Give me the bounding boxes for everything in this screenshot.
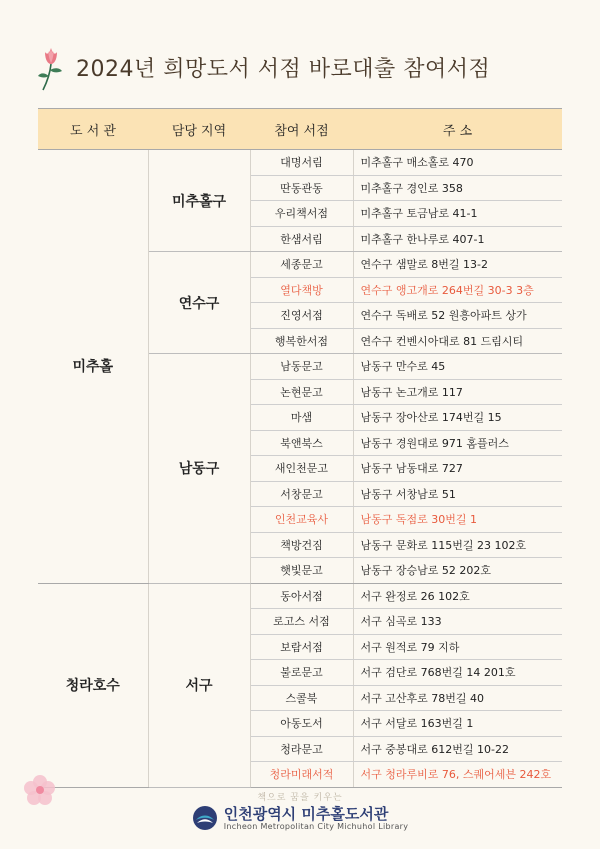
store-address: 미추홀구 경인로 358 — [353, 175, 562, 201]
store-name: 스콜북 — [250, 685, 353, 711]
library-cell: 청라호수 — [38, 583, 148, 787]
header-address: 주 소 — [353, 109, 562, 150]
page-title: 2024년 희망도서 서점 바로대출 참여서점 — [76, 56, 491, 82]
store-name: 로고스 서점 — [250, 609, 353, 635]
store-address: 남동구 만수로 45 — [353, 354, 562, 380]
library-logo-icon — [192, 805, 218, 831]
store-address: 남동구 장승남로 52 202호 — [353, 558, 562, 584]
store-name: 북앤북스 — [250, 430, 353, 456]
store-name: 청라미래서적 — [250, 762, 353, 788]
store-name: 마샘 — [250, 405, 353, 431]
area-cell: 남동구 — [148, 354, 250, 584]
store-name: 새인천문고 — [250, 456, 353, 482]
table-body — [38, 150, 562, 788]
store-address: 미추홀구 한나루로 407-1 — [353, 226, 562, 252]
title-area — [36, 42, 490, 92]
store-address: 서구 고산후로 78번길 40 — [353, 685, 562, 711]
store-name: 한샘서림 — [250, 226, 353, 252]
store-name: 책방건짐 — [250, 532, 353, 558]
library-cell: 미추홀 — [38, 150, 148, 584]
store-address: 미추홀구 토금남로 41-1 — [353, 201, 562, 227]
footer-subtitle: 책으로 꿈을 키우는 — [257, 793, 343, 803]
store-address: 연수구 독배로 52 원흥아파트 상가 — [353, 303, 562, 329]
store-address: 남동구 서창남로 51 — [353, 481, 562, 507]
store-address: 남동구 장아산로 174번길 15 — [353, 405, 562, 431]
store-name: 진영서점 — [250, 303, 353, 329]
store-name: 행복한서점 — [250, 328, 353, 354]
store-address: 서구 완정로 26 102호 — [353, 583, 562, 609]
footer-library-name-en: Incheon Metropolitan City Michuhol Library — [223, 821, 409, 831]
store-name: 불로문고 — [250, 660, 353, 686]
store-name: 논현문고 — [250, 379, 353, 405]
store-address: 남동구 경원대로 971 홈플러스 — [353, 430, 562, 456]
store-address: 남동구 논고개로 117 — [353, 379, 562, 405]
area-cell: 연수구 — [148, 252, 250, 354]
footer-library-name: 인천광역시 미추홀도서관 — [223, 804, 389, 823]
store-address: 서구 청라루비로 76, 스퀘어세븐 242호 — [353, 762, 562, 788]
header-area: 담당 지역 — [148, 109, 250, 150]
store-address: 서구 원적로 79 지하 — [353, 634, 562, 660]
footer — [0, 790, 600, 835]
store-name: 청라문고 — [250, 736, 353, 762]
store-address: 서구 서달로 163번길 1 — [353, 711, 562, 737]
store-address: 연수구 샘말로 8번길 13-2 — [353, 252, 562, 278]
store-name: 딴동관동 — [250, 175, 353, 201]
store-name: 아동도서 — [250, 711, 353, 737]
area-cell: 서구 — [148, 583, 250, 787]
store-address: 남동구 문화로 115번길 23 102호 — [353, 532, 562, 558]
store-address: 서구 중봉대로 612번길 10-22 — [353, 736, 562, 762]
library-logo — [192, 805, 409, 831]
store-name: 보람서점 — [250, 634, 353, 660]
store-address: 서구 심곡로 133 — [353, 609, 562, 635]
store-address: 연수구 컨벤시아대로 81 드림시티 — [353, 328, 562, 354]
store-name: 남동문고 — [250, 354, 353, 380]
store-name: 우리책서점 — [250, 201, 353, 227]
store-address: 연수구 앵고개로 264번길 30-3 3층 — [353, 277, 562, 303]
store-address: 서구 검단로 768번길 14 201호 — [353, 660, 562, 686]
table-row — [38, 150, 562, 176]
header-store: 참여 서점 — [250, 109, 353, 150]
store-name: 동아서점 — [250, 583, 353, 609]
store-name: 대명서림 — [250, 150, 353, 176]
tulip-icon — [36, 42, 66, 92]
store-address: 미추홀구 매소홀로 470 — [353, 150, 562, 176]
bookstore-table — [38, 108, 562, 788]
area-cell: 미추홀구 — [148, 150, 250, 252]
store-address: 남동구 독점로 30번길 1 — [353, 507, 562, 533]
store-name: 세종문고 — [250, 252, 353, 278]
header-library: 도 서 관 — [38, 109, 148, 150]
table-header-row — [38, 109, 562, 150]
store-name: 서창문고 — [250, 481, 353, 507]
store-name: 인천교육사 — [250, 507, 353, 533]
store-name: 열다책방 — [250, 277, 353, 303]
table-row — [38, 583, 562, 609]
store-address: 남동구 남동대로 727 — [353, 456, 562, 482]
store-name: 햇빛문고 — [250, 558, 353, 584]
